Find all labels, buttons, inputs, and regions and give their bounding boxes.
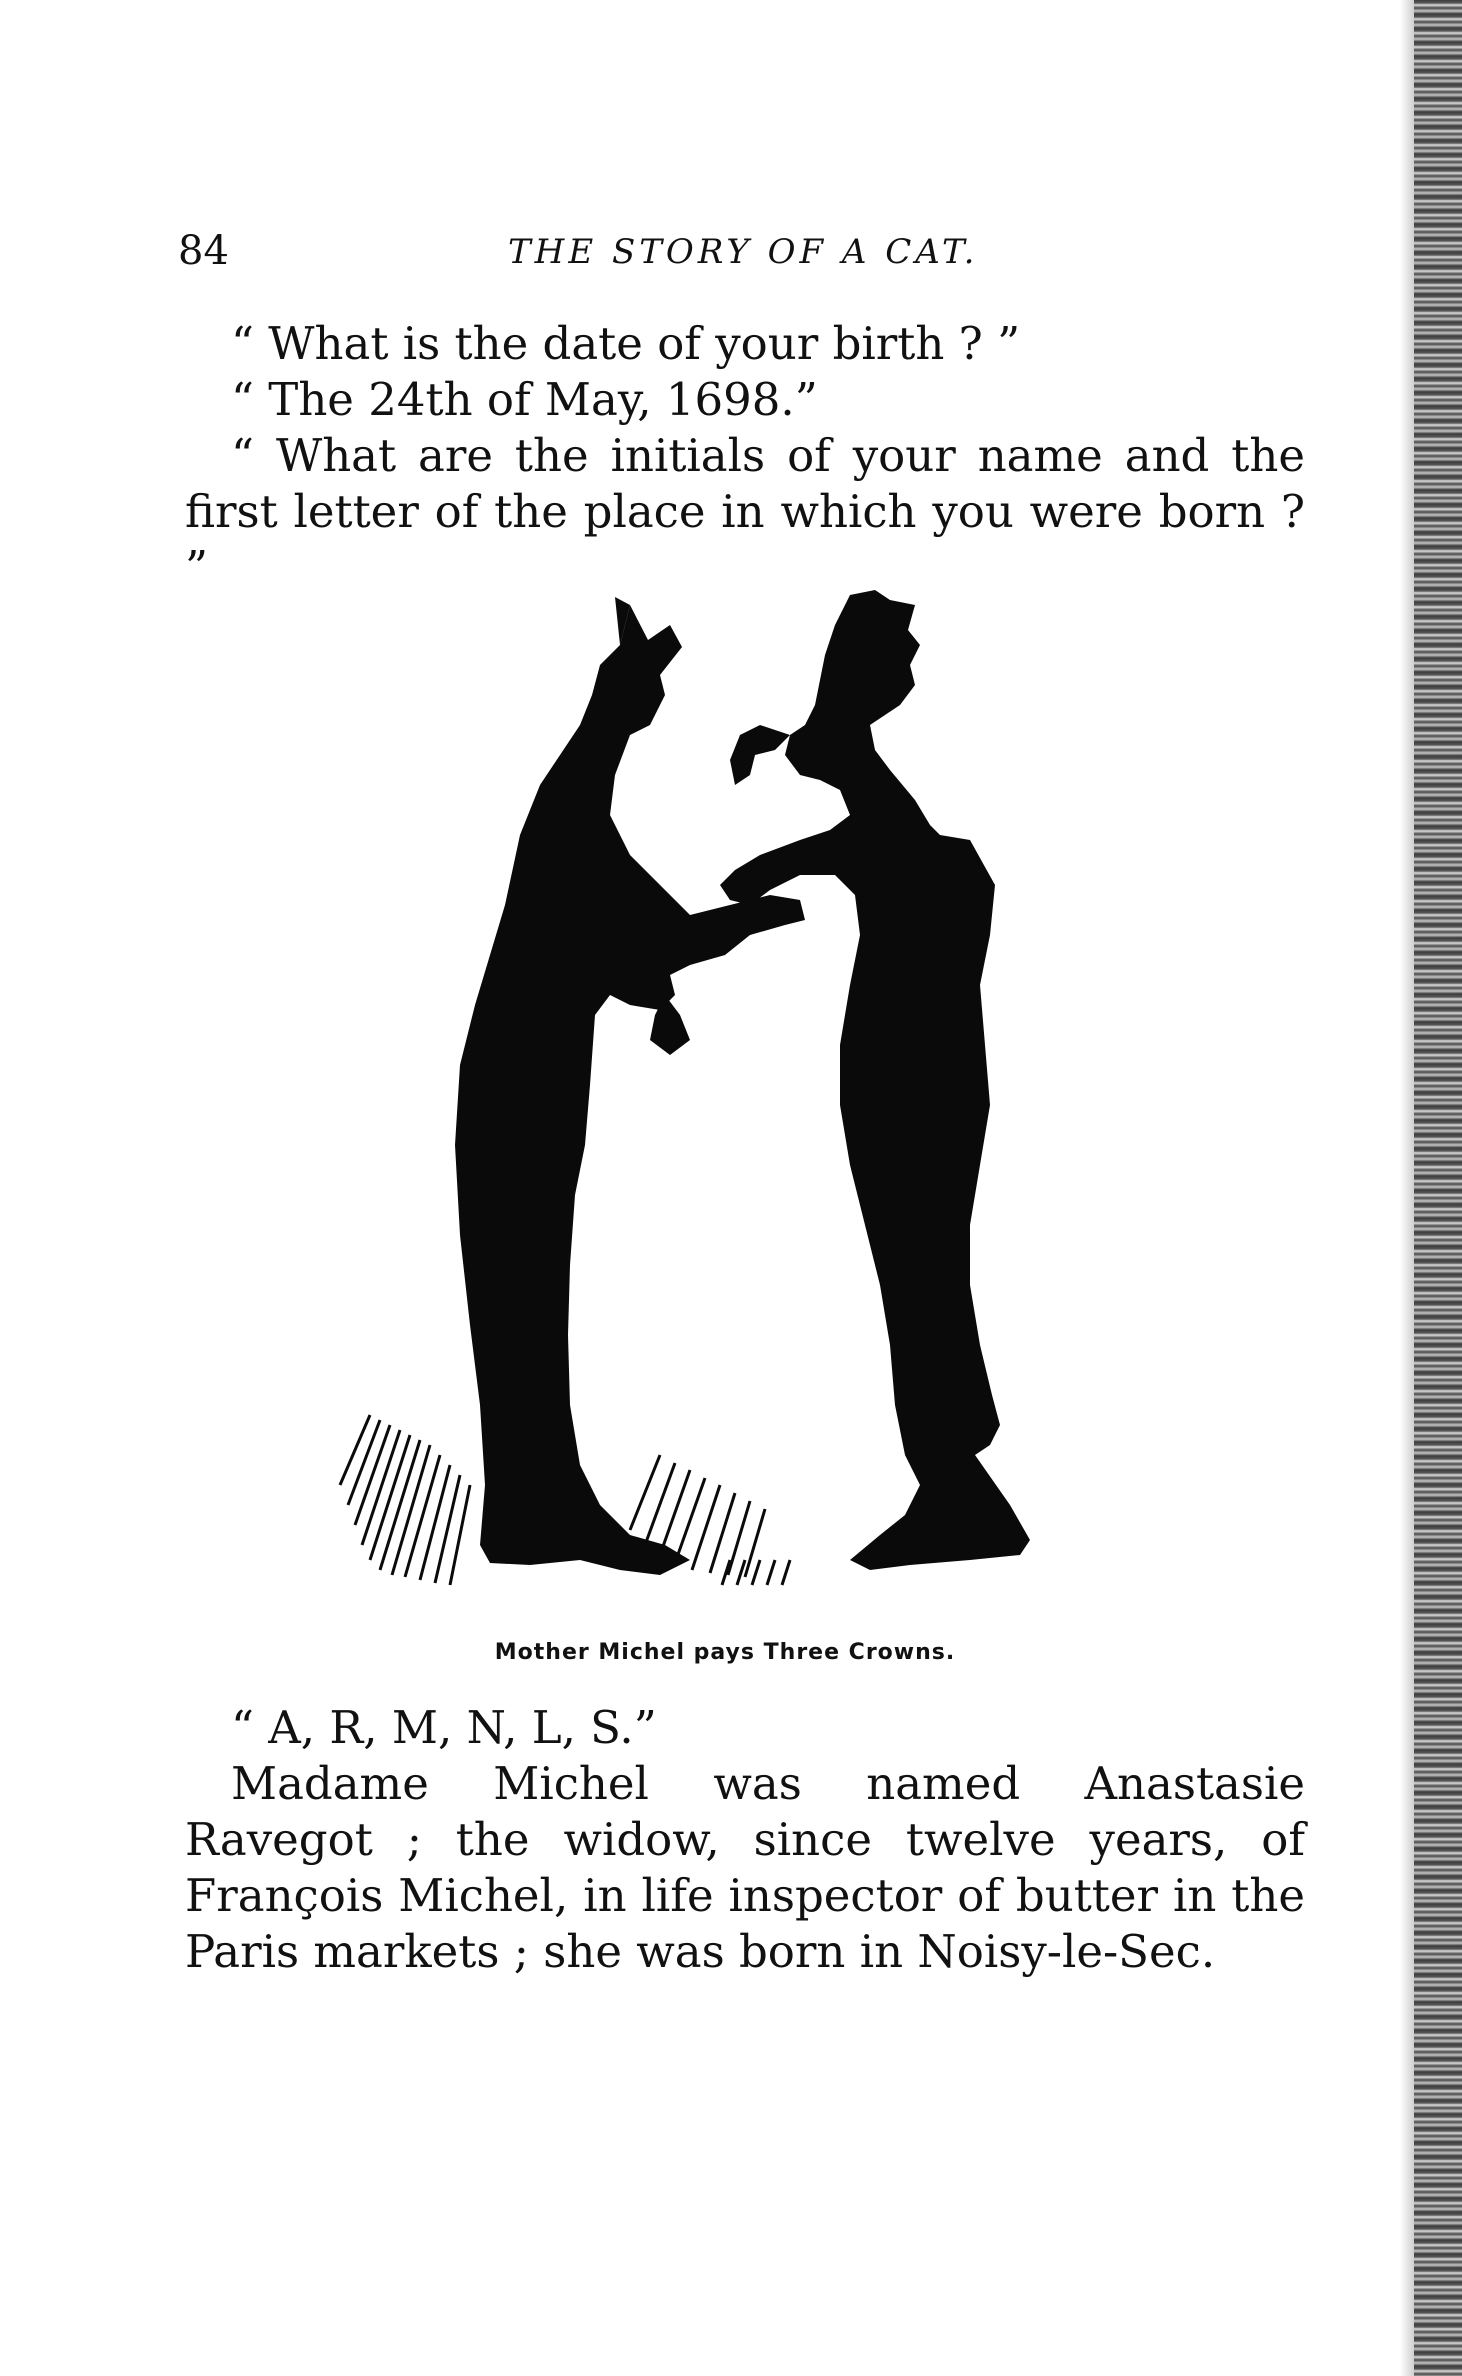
page-header (178, 228, 1278, 288)
bottom-text-block (185, 1700, 1305, 1980)
running-title: THE STORY OF A CAT. (508, 232, 979, 272)
dialogue-line: “ The 24th of May, 1698.” (231, 373, 818, 426)
page-number: 84 (178, 228, 229, 274)
dialogue-line: “ What is the date of your birth ? ” (231, 317, 1021, 370)
body-paragraph: Madame Michel was named Anastasie Ravegot ; the widow, since twelve years, of François Michel, in life inspector of butter in the Paris markets ; she was born in Noisy-le-Sec. (185, 1757, 1305, 1978)
top-text-block (185, 316, 1305, 596)
dialogue-line: “ A, R, M, N, L, S.” (231, 1701, 657, 1754)
page-edge-shadow (1400, 0, 1414, 2376)
dialogue-line: “ What are the initials of your name and the first letter of the place in which you were born ? ” (185, 429, 1305, 594)
figure-caption: Mother Michel pays Three Crowns. (494, 1640, 956, 1665)
silhouette-drawing (330, 585, 1120, 1645)
silhouette-illustration (330, 585, 1120, 1645)
page-edge (1414, 0, 1462, 2376)
